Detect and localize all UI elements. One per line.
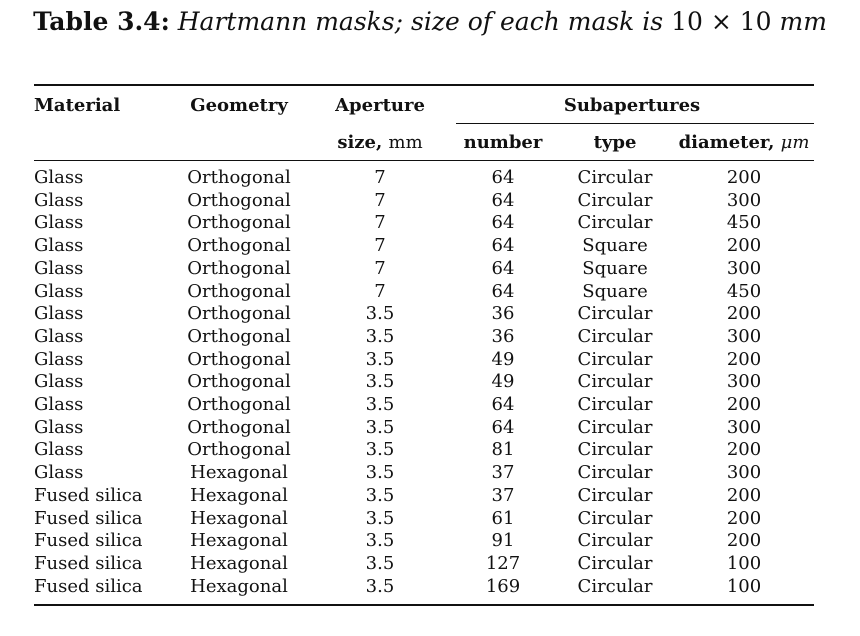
cell-material: Glass xyxy=(34,212,84,234)
cell-number: 37 xyxy=(491,484,515,506)
hartmann-masks-table xyxy=(34,84,814,606)
cell-material: Glass xyxy=(34,394,84,416)
table-body xyxy=(34,161,814,606)
table-row xyxy=(34,303,814,326)
cell-type: Circular xyxy=(577,507,653,529)
cell-number: 64 xyxy=(491,212,515,234)
cell-type: Circular xyxy=(577,371,653,393)
table-row xyxy=(34,326,814,349)
cell-aperture: 3.5 xyxy=(365,552,395,574)
cell-diameter: 300 xyxy=(726,371,762,393)
cell-aperture: 3.5 xyxy=(365,325,395,347)
cell-type: Circular xyxy=(577,416,653,438)
cell-geometry: Orthogonal xyxy=(187,280,291,302)
cell-number: 64 xyxy=(491,167,515,188)
cell-aperture: 3.5 xyxy=(365,371,395,393)
table-row xyxy=(34,417,814,440)
header-number: number xyxy=(463,131,543,153)
cell-diameter: 300 xyxy=(726,462,762,484)
header-aperture-size xyxy=(310,124,450,161)
cell-geometry: Orthogonal xyxy=(187,325,291,347)
cell-diameter: 200 xyxy=(726,439,762,461)
cell-geometry: Hexagonal xyxy=(190,484,288,506)
caption-size-a: 10 xyxy=(671,7,703,36)
cell-aperture: 7 xyxy=(374,235,386,257)
header-aperture-unit: mm xyxy=(388,131,423,153)
header-row-1 xyxy=(34,85,814,124)
cell-diameter: 200 xyxy=(726,507,762,529)
cell-material: Glass xyxy=(34,167,84,188)
cell-number: 81 xyxy=(491,439,515,461)
cell-type: Circular xyxy=(577,348,653,370)
cell-material: Glass xyxy=(34,416,84,438)
cell-aperture: 3.5 xyxy=(365,484,395,506)
cell-geometry: Orthogonal xyxy=(187,371,291,393)
table-row xyxy=(34,508,814,531)
cell-type: Circular xyxy=(577,167,653,188)
table-row xyxy=(34,212,814,235)
cell-material: Fused silica xyxy=(34,575,143,597)
cell-aperture: 3.5 xyxy=(365,575,395,597)
cell-material: Fused silica xyxy=(34,484,143,506)
cell-geometry: Hexagonal xyxy=(190,462,288,484)
table-row xyxy=(34,349,814,372)
cell-type: Circular xyxy=(577,462,653,484)
cell-geometry: Hexagonal xyxy=(190,507,288,529)
cell-number: 49 xyxy=(491,371,515,393)
header-aperture: Aperture xyxy=(335,94,425,116)
cell-diameter: 300 xyxy=(726,325,762,347)
cell-geometry: Orthogonal xyxy=(187,189,291,211)
caption-size-b: 10 xyxy=(739,7,772,36)
cell-type: Square xyxy=(582,235,648,257)
table-row xyxy=(34,161,814,190)
cell-aperture: 3.5 xyxy=(365,530,395,552)
cell-aperture: 3.5 xyxy=(365,348,395,370)
cell-type: Circular xyxy=(577,325,653,347)
cell-number: 64 xyxy=(491,416,515,438)
table-header xyxy=(34,85,814,161)
cell-diameter: 100 xyxy=(726,575,762,597)
cell-diameter: 200 xyxy=(726,530,762,552)
cell-aperture: 3.5 xyxy=(365,507,395,529)
header-geometry: Geometry xyxy=(190,94,288,116)
cell-material: Glass xyxy=(34,189,84,211)
cell-type: Circular xyxy=(577,439,653,461)
table-row xyxy=(34,439,814,462)
cell-material: Glass xyxy=(34,325,84,347)
cell-number: 91 xyxy=(491,530,515,552)
cell-geometry: Orthogonal xyxy=(187,348,291,370)
cell-diameter: 300 xyxy=(726,416,762,438)
cell-number: 36 xyxy=(491,303,515,325)
cell-aperture: 3.5 xyxy=(365,303,395,325)
cell-type: Circular xyxy=(577,189,653,211)
cell-number: 49 xyxy=(491,348,515,370)
table-row xyxy=(34,235,814,258)
cell-material: Glass xyxy=(34,280,84,302)
cell-type: Circular xyxy=(577,575,653,597)
header-aperture-size-label: size, xyxy=(337,131,383,153)
cell-aperture: 7 xyxy=(374,212,386,234)
cell-material: Glass xyxy=(34,439,84,461)
cell-diameter: 300 xyxy=(726,189,762,211)
cell-aperture: 3.5 xyxy=(365,394,395,416)
header-empty-2 xyxy=(168,124,310,161)
cell-geometry: Orthogonal xyxy=(187,439,291,461)
header-subapertures: Subapertures xyxy=(450,85,814,124)
cell-number: 64 xyxy=(491,280,515,302)
cell-type: Circular xyxy=(577,530,653,552)
table-caption xyxy=(0,4,860,40)
cell-type: Circular xyxy=(577,484,653,506)
table-row xyxy=(34,462,814,485)
cell-material: Glass xyxy=(34,462,84,484)
cell-material: Glass xyxy=(34,235,84,257)
cell-geometry: Orthogonal xyxy=(187,212,291,234)
caption-text: Hartmann masks; size of each mask is xyxy=(177,7,664,36)
caption-unit: mm xyxy=(779,7,827,36)
cell-geometry: Orthogonal xyxy=(187,257,291,279)
caption-times: × xyxy=(710,7,732,36)
cell-geometry: Orthogonal xyxy=(187,303,291,325)
cell-type: Square xyxy=(582,280,648,302)
cell-number: 64 xyxy=(491,235,515,257)
cell-diameter: 200 xyxy=(726,235,762,257)
cell-geometry: Hexagonal xyxy=(190,530,288,552)
header-diameter xyxy=(674,124,814,161)
caption-label: Table 3.4: xyxy=(33,7,170,36)
cell-aperture: 7 xyxy=(374,189,386,211)
cell-type: Square xyxy=(582,257,648,279)
cell-aperture: 3.5 xyxy=(365,416,395,438)
cell-number: 64 xyxy=(491,189,515,211)
cell-aperture: 3.5 xyxy=(365,439,395,461)
cell-number: 64 xyxy=(491,257,515,279)
header-diameter-unit: μm xyxy=(780,131,810,153)
cell-geometry: Orthogonal xyxy=(187,235,291,257)
cell-geometry: Hexagonal xyxy=(190,575,288,597)
table-row xyxy=(34,485,814,508)
table-row xyxy=(34,553,814,576)
cell-geometry: Orthogonal xyxy=(187,394,291,416)
table-row xyxy=(34,394,814,417)
table-row xyxy=(34,371,814,394)
cell-geometry: Orthogonal xyxy=(187,416,291,438)
cell-aperture: 7 xyxy=(374,280,386,302)
cell-material: Glass xyxy=(34,371,84,393)
header-type: type xyxy=(593,131,637,153)
cell-type: Circular xyxy=(577,303,653,325)
table-row xyxy=(34,190,814,213)
cell-diameter: 200 xyxy=(726,348,762,370)
table-row xyxy=(34,576,814,606)
cell-number: 64 xyxy=(491,394,515,416)
cell-diameter: 450 xyxy=(726,280,762,302)
cell-type: Circular xyxy=(577,552,653,574)
cell-number: 169 xyxy=(485,575,521,597)
table-row xyxy=(34,281,814,304)
cell-number: 36 xyxy=(491,325,515,347)
cell-number: 37 xyxy=(491,462,515,484)
cell-type: Circular xyxy=(577,394,653,416)
cell-diameter: 450 xyxy=(726,212,762,234)
header-material: Material xyxy=(34,94,121,116)
cell-material: Fused silica xyxy=(34,507,143,529)
cell-diameter: 200 xyxy=(726,167,762,188)
cell-type: Circular xyxy=(577,212,653,234)
cell-material: Glass xyxy=(34,303,84,325)
cell-aperture: 7 xyxy=(374,167,386,188)
cell-diameter: 200 xyxy=(726,394,762,416)
cell-number: 127 xyxy=(485,552,521,574)
table-row xyxy=(34,258,814,281)
cell-geometry: Hexagonal xyxy=(190,552,288,574)
cell-diameter: 100 xyxy=(726,552,762,574)
cell-geometry: Orthogonal xyxy=(187,167,291,188)
cell-aperture: 3.5 xyxy=(365,462,395,484)
cell-material: Fused silica xyxy=(34,552,143,574)
cell-diameter: 200 xyxy=(726,303,762,325)
cell-material: Fused silica xyxy=(34,530,143,552)
cell-diameter: 300 xyxy=(726,257,762,279)
cell-aperture: 7 xyxy=(374,257,386,279)
header-empty-1 xyxy=(34,124,168,161)
cell-material: Glass xyxy=(34,348,84,370)
cell-material: Glass xyxy=(34,257,84,279)
table-row xyxy=(34,530,814,553)
header-row-2 xyxy=(34,124,814,161)
header-diameter-label: diameter, xyxy=(678,131,775,153)
cell-diameter: 200 xyxy=(726,484,762,506)
cell-number: 61 xyxy=(491,507,515,529)
